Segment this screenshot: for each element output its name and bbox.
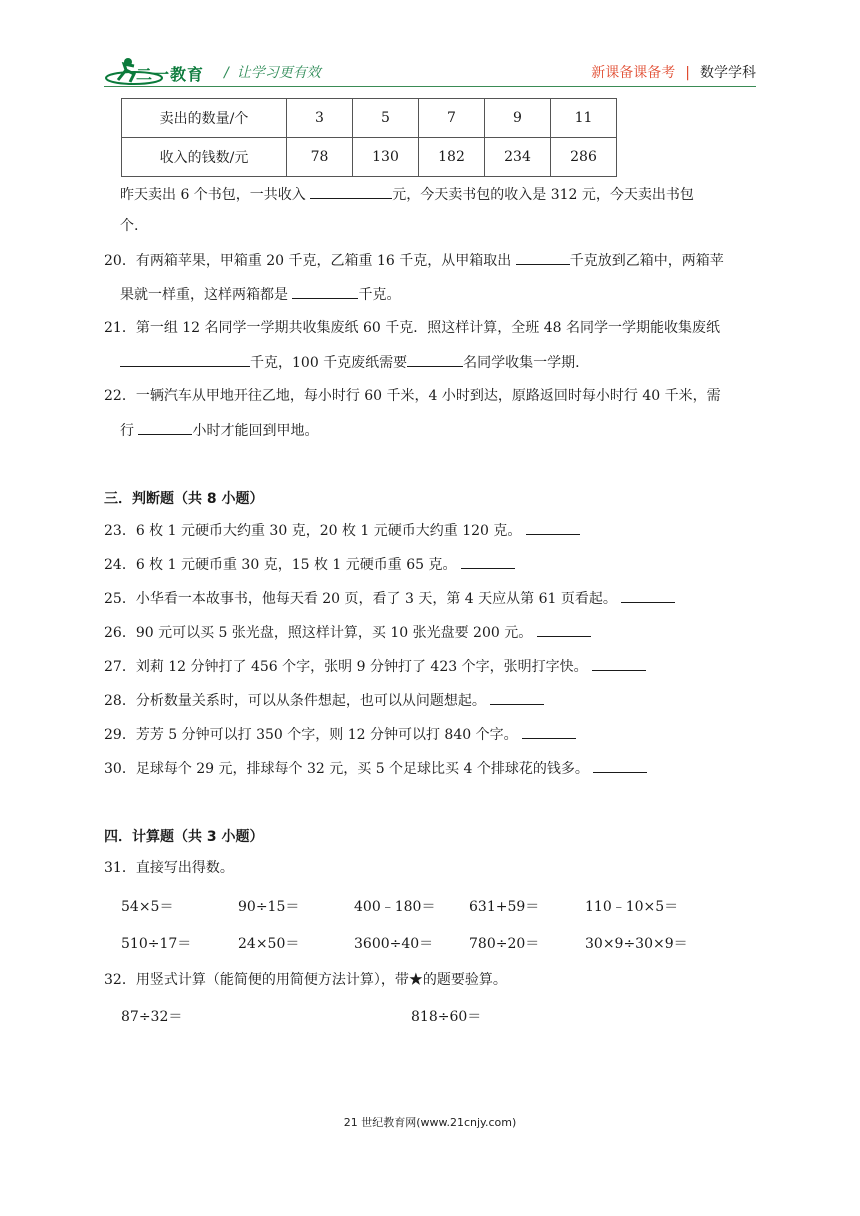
answer-blank[interactable]	[593, 758, 647, 773]
answer-blank[interactable]	[516, 250, 570, 265]
answer-blank[interactable]	[310, 184, 392, 199]
answer-blank[interactable]	[138, 420, 192, 435]
table-cell: 78	[287, 138, 353, 177]
answer-blank[interactable]	[407, 352, 463, 367]
answer-blank[interactable]	[621, 588, 675, 603]
calc-item: 87÷32＝	[121, 1009, 183, 1025]
calc-item: 30×9÷30×9＝	[585, 936, 688, 952]
question-21-line1: 21．第一组 12 名同学一学期共收集废纸 60 千克．照这样计算，全班 48 名同学一学期能收集废纸	[104, 320, 720, 336]
question-22-line1: 22．一辆汽车从甲地开往乙地，每小时行 60 千米，4 小时到达，原路返回时每小时行 40 千米，需	[104, 388, 721, 404]
question-20-line2: 果就一样重，这样两箱都是 千克。	[120, 284, 400, 305]
header-divider	[104, 86, 756, 87]
table-row	[122, 138, 617, 177]
header-subject: 新课备课备考 | 数学学科	[591, 65, 756, 81]
question-32: 32．用竖式计算（能简便的用简便方法计算），带★的题要验算。	[104, 972, 507, 988]
question-31: 31．直接写出得数。	[104, 860, 234, 876]
table-row	[122, 99, 617, 138]
table-cell: 182	[419, 138, 485, 177]
calc-item: 780÷20＝	[469, 936, 540, 952]
calc-item: 400﹣180＝	[354, 899, 436, 915]
answer-blank[interactable]	[461, 554, 515, 569]
calc-item: 510÷17＝	[121, 936, 192, 952]
question-21-line2: 千克，100 千克废纸需要 名同学收集一学期.	[120, 352, 580, 373]
calc-item: 90÷15＝	[238, 899, 300, 915]
answer-blank[interactable]	[120, 352, 174, 367]
header-slogan: / 让学习更有效	[224, 65, 321, 81]
table-cell: 5	[353, 99, 419, 138]
answer-blank[interactable]	[537, 622, 591, 637]
page-header	[0, 0, 860, 92]
calc-item: 3600÷40＝	[354, 936, 434, 952]
question-22-line2: 行 小时才能回到甲地。	[120, 420, 318, 441]
answer-blank[interactable]	[526, 520, 580, 535]
calc-item: 24×50＝	[238, 936, 300, 952]
calc-item: 110﹣10×5＝	[585, 899, 679, 915]
q19-line2: 个.	[120, 218, 139, 234]
table-cell: 3	[287, 99, 353, 138]
q19-line1: 昨天卖出 6 个书包，一共收入 元，今天卖书包的收入是 312 元，今天卖出书包	[120, 184, 694, 205]
page-footer: 21 世纪教育网(www.21cnjy.com)	[343, 1116, 517, 1129]
logo-text: 二一教育	[136, 65, 205, 84]
question-26: 26．90 元可以买 5 张光盘，照这样计算，买 10 张光盘要 200 元。	[104, 622, 591, 643]
question-29: 29．芳芳 5 分钟可以打 350 个字，则 12 分钟可以打 840 个字。	[104, 724, 576, 745]
calc-item: 818÷60＝	[411, 1009, 482, 1025]
question-30: 30．足球每个 29 元，排球每个 32 元，买 5 个足球比买 4 个排球花的钱多。	[104, 758, 647, 779]
answer-blank[interactable]	[490, 690, 544, 705]
sales-table	[121, 98, 617, 177]
table-cell: 234	[485, 138, 551, 177]
table-cell: 286	[551, 138, 617, 177]
table-cell: 130	[353, 138, 419, 177]
section-3-title: 三．判断题（共 8 小题）	[104, 491, 264, 507]
calc-item: 631+59＝	[469, 899, 540, 915]
table-row-label: 收入的钱数/元	[122, 138, 287, 177]
table-row-label: 卖出的数量/个	[122, 99, 287, 138]
answer-blank[interactable]	[292, 284, 358, 299]
question-28: 28．分析数量关系时，可以从条件想起，也可以从问题想起。	[104, 690, 544, 711]
question-20-line1: 20．有两箱苹果，甲箱重 20 千克，乙箱重 16 千克，从甲箱取出 千克放到乙箱中，两箱苹	[104, 250, 724, 271]
calc-item: 54×5＝	[121, 899, 174, 915]
answer-blank[interactable]	[174, 352, 250, 367]
answer-blank[interactable]	[522, 724, 576, 739]
question-24: 24．6 枚 1 元硬币重 30 克，15 枚 1 元硬币重 65 克。	[104, 554, 515, 575]
question-23: 23．6 枚 1 元硬币大约重 30 克，20 枚 1 元硬币大约重 120 克。	[104, 520, 580, 541]
table-cell: 7	[419, 99, 485, 138]
section-4-title: 四．计算题（共 3 小题）	[104, 829, 264, 845]
question-25: 25．小华看一本故事书，他每天看 20 页，看了 3 天，第 4 天应从第 61 页看起。	[104, 588, 675, 609]
answer-blank[interactable]	[592, 656, 646, 671]
table-cell: 9	[485, 99, 551, 138]
table-cell: 11	[551, 99, 617, 138]
question-27: 27．刘莉 12 分钟打了 456 个字，张明 9 分钟打了 423 个字，张明打字快。	[104, 656, 646, 677]
